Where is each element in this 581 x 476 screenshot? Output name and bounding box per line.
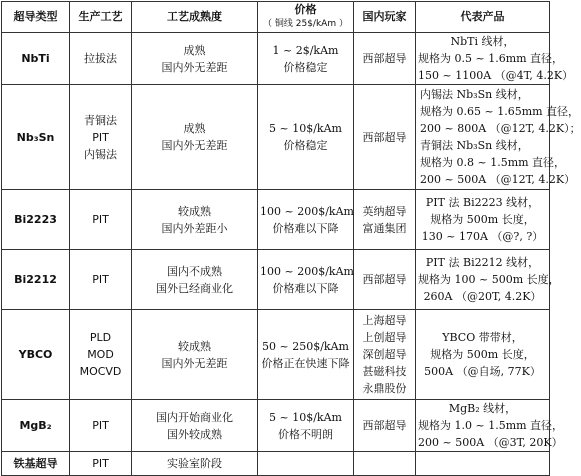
table-row [2, 400, 550, 452]
cell-products [416, 33, 574, 85]
cell-price-line: 100 ~ 200$/kAm [260, 264, 354, 278]
cell-process [70, 85, 132, 190]
cell-players-line: 永鼎股份 [362, 382, 407, 395]
header-row [2, 2, 550, 33]
cell-players [354, 452, 416, 476]
cell-players-line: 上海超导 [362, 314, 407, 327]
cell-products [416, 190, 550, 250]
cell-products-line: 规格为 500m 长度， [430, 348, 535, 361]
cell-products [416, 452, 550, 476]
cell-products-line: MgB₂ 线材， [448, 402, 517, 415]
cell-name: 铁基超导 [2, 452, 70, 476]
cell-maturity-line: 国外已经商业化 [156, 281, 233, 295]
cell-products-line: 260A （@20T, 4.2K） [423, 290, 542, 303]
cell-price-line: 100 ~ 200$/kAm [260, 204, 354, 218]
cell-name: NbTi [2, 33, 70, 85]
cell-players [354, 400, 416, 452]
cell-maturity [132, 310, 258, 400]
cell-maturity-line: 国内外无差距 [161, 60, 228, 74]
cell-maturity-line: 成熟 [183, 43, 206, 57]
cell-maturity-line: 国内不成熟 [167, 264, 222, 278]
header-price-title: 价格 [294, 3, 317, 16]
cell-players-line: 上创超导 [362, 331, 407, 344]
cell-maturity-line: 国内外无差距 [161, 356, 228, 370]
cell-products-line: PIT 法 Bi2212 线材， [425, 256, 540, 269]
cell-name: MgB₂ [2, 400, 70, 452]
cell-process-line: PIT [92, 213, 109, 226]
table-row [2, 33, 550, 85]
cell-products-line: 200 ~ 500A （@12T, 4.2K） [420, 173, 576, 186]
cell-players-line: 甚磁科技 [362, 365, 407, 378]
cell-process-line: PIT [92, 130, 109, 144]
cell-process [70, 452, 132, 476]
cell-price [258, 85, 354, 190]
cell-name: YBCO [2, 310, 70, 400]
cell-process [70, 33, 132, 85]
cell-name: Bi2212 [2, 250, 70, 310]
cell-price [258, 33, 354, 85]
cell-products [416, 310, 550, 400]
cell-products-line: 青铜法 Nb₃Sn 线材， [420, 139, 529, 152]
cell-players-line: 西部超导 [362, 52, 407, 65]
cell-price [258, 400, 354, 452]
cell-process-line: PIT [92, 419, 109, 432]
cell-price-line: 价格稳定 [283, 60, 328, 74]
cell-products-line: 200 ~ 500A （@3T, 20K） [418, 436, 563, 449]
cell-maturity-line: 较成熟 [178, 204, 211, 218]
cell-products-line: YBCO 带带材， [442, 331, 523, 344]
table-row [2, 250, 550, 310]
cell-price [258, 250, 354, 310]
cell-players-line: 西部超导 [362, 130, 407, 144]
cell-players [354, 310, 416, 400]
cell-players [354, 85, 416, 190]
cell-products-line: 规格为 0.5 ~ 1.6mm 直径， [418, 52, 564, 65]
cell-products [416, 400, 564, 452]
header-price-sub: （ 铜线 25$/kAm ） [263, 19, 348, 29]
cell-maturity [132, 452, 258, 476]
cell-players-line: 西部超导 [362, 419, 407, 432]
cell-products-line: 规格为 500m 长度， [430, 213, 535, 226]
cell-maturity-line: 国内外差距小 [161, 221, 228, 235]
cell-products-line: 150 ~ 1100A （@4T, 4.2K） [418, 69, 574, 82]
cell-products [416, 85, 581, 190]
cell-process [70, 400, 132, 452]
cell-maturity-line: 国内外无差距 [161, 139, 228, 152]
cell-players [354, 33, 416, 85]
cell-products-line: PIT 法 Bi2223 线材， [425, 196, 540, 209]
cell-maturity [132, 33, 258, 85]
cell-products-line: 500A （@自场, 77K） [424, 365, 541, 378]
cell-process-line: MOD [87, 348, 114, 361]
table-row [2, 85, 550, 190]
cell-products-line: 内锡法 Nb₃Sn 线材， [420, 88, 529, 101]
cell-players-line: 深创超导 [362, 348, 407, 361]
cell-process-line: MOCVD [79, 365, 122, 378]
cell-maturity [132, 400, 258, 452]
cell-process-line: PIT [92, 273, 109, 286]
cell-maturity [132, 85, 258, 190]
table-row [2, 310, 550, 400]
cell-players-line: 富通集团 [362, 221, 407, 235]
cell-price-line: 5 ~ 10$/kAm [269, 410, 342, 424]
header-process: 生产工艺 [70, 2, 132, 33]
cell-price-line: 价格难以下降 [272, 221, 339, 235]
cell-products-line: 规格为 0.8 ~ 1.5mm 直径， [420, 156, 566, 169]
cell-products-line: 200 ~ 800A （@12T, 4.2K）； [420, 122, 581, 135]
cell-players-line: 西部超导 [362, 273, 407, 286]
cell-maturity-line: 较成熟 [178, 339, 211, 353]
cell-price-line: 价格正在快速下降 [261, 356, 350, 370]
cell-process-line: PIT [92, 457, 109, 470]
cell-price-line: 50 ~ 250$/kAm [262, 339, 349, 353]
cell-products-line: 规格为 100 ~ 500m 长度， [418, 273, 560, 286]
cell-price [258, 452, 354, 476]
cell-maturity [132, 250, 258, 310]
cell-process-line: PLD [89, 331, 112, 344]
cell-price-line: 价格稳定 [283, 139, 328, 152]
header-name: 超导类型 [2, 2, 70, 33]
cell-process [70, 310, 132, 400]
cell-process [70, 190, 132, 250]
table-body [2, 33, 581, 476]
cell-maturity-line: 国内开始商业化 [156, 410, 233, 424]
cell-players-line: 英纳超导 [362, 204, 407, 218]
header-price [258, 2, 354, 33]
cell-price-line: 价格难以下降 [272, 281, 339, 295]
cell-price-line: 5 ~ 10$/kAm [269, 122, 342, 135]
cell-name: Nb₃Sn [2, 85, 70, 190]
cell-name: Bi2223 [2, 190, 70, 250]
cell-maturity-line: 国外较成熟 [167, 427, 222, 441]
cell-process [70, 250, 132, 310]
cell-maturity [132, 190, 258, 250]
header-players: 国内玩家 [354, 2, 416, 33]
cell-price [258, 310, 354, 400]
cell-price-line: 1 ~ 2$/kAm [272, 43, 339, 57]
cell-price-line: 价格不明朗 [278, 427, 333, 441]
cell-products-line: 130 ~ 170A （@?, ?） [421, 230, 544, 243]
cell-process-line: 青铜法 [84, 113, 117, 127]
cell-process-line: 内锡法 [84, 147, 117, 161]
cell-players [354, 250, 416, 310]
cell-players [354, 190, 416, 250]
header-maturity: 工艺成熟度 [132, 2, 258, 33]
cell-products-line: 规格为 1.0 ~ 1.5mm 直径， [418, 419, 564, 432]
cell-maturity-line: 实验室阶段 [167, 457, 222, 470]
table-row [2, 190, 550, 250]
cell-maturity-line: 成熟 [183, 122, 206, 135]
cell-products-line: NbTi 线材， [450, 35, 515, 48]
cell-price [258, 190, 354, 250]
cell-products [416, 250, 560, 310]
cell-process-line: 拉拔法 [84, 52, 117, 65]
cell-products-line: 规格为 0.65 ~ 1.65mm 直径， [420, 105, 580, 118]
header-products: 代表产品 [416, 2, 550, 33]
superconductor-comparison-table [1, 1, 581, 476]
table-row [2, 452, 550, 476]
